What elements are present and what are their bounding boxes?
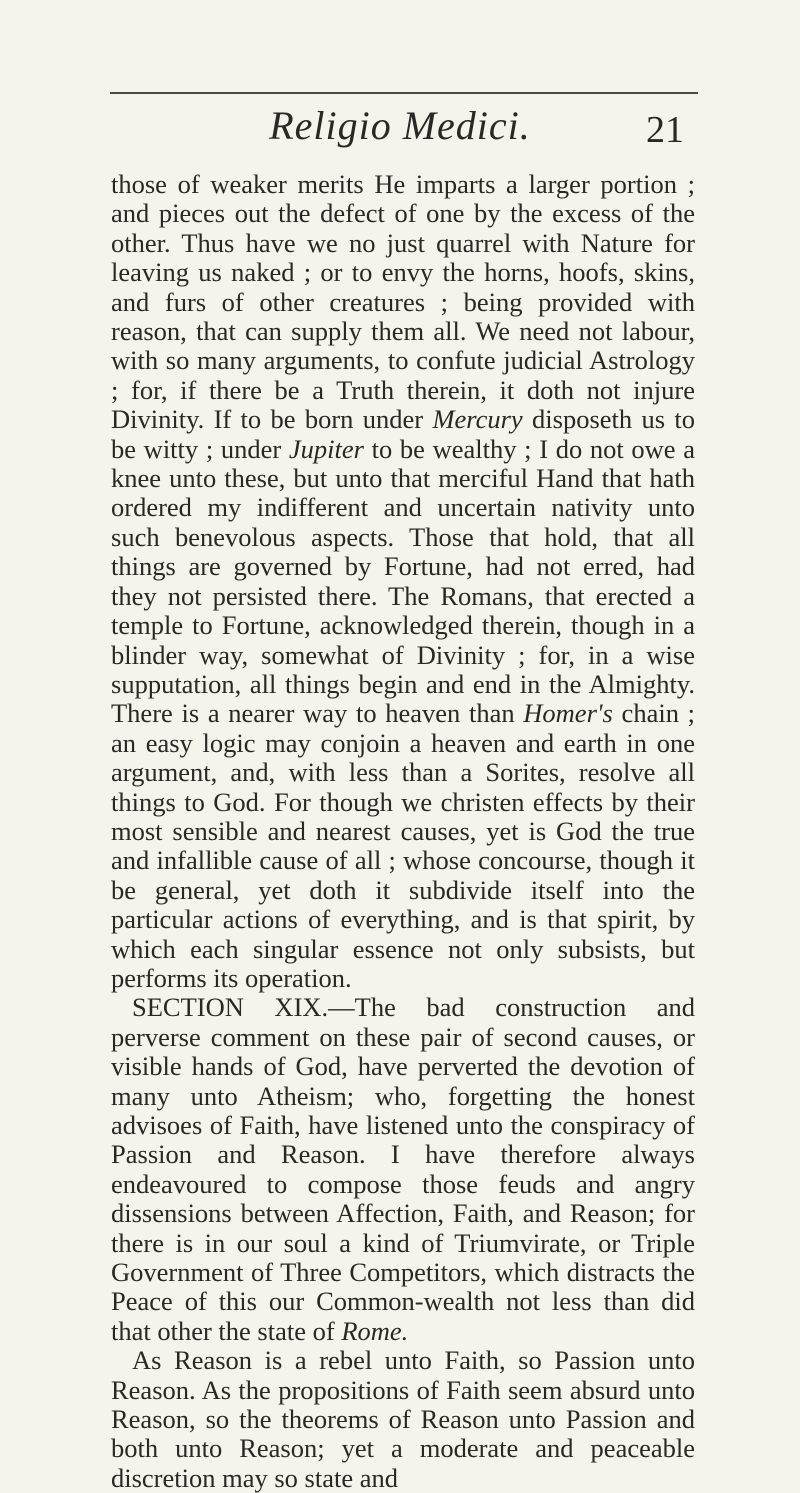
italic-homer: Homer's	[523, 698, 613, 729]
paragraph: SECTION XIX.—The bad construction and perverse comment on these pair of second causes, or visible hands of God, have perverted the devotion of many unto Atheism; who, forgetting the honest advisoes of Faith, have listened unto the conspiracy of Passion and Reason. I have therefore always endeavoured to compose those feuds and angry dissensions between Affection, Faith, and Reason; for there is in our soul a kind of Triumvirate, or Triple Government of Three Competitors, which distracts the Peace of this our Common-wealth not less than did that other the state of Rome.	[111, 992, 695, 1346]
header-rule	[110, 92, 698, 94]
paragraph: As Reason is a rebel unto Faith, so Passion unto Reason. As the propositions of Faith seem absurd unto Reason, so the theorems of Reason unto Passion and both unto Reason; yet a moderate and peaceable discretion may so state and	[111, 1345, 695, 1493]
paragraph: those of weaker merits He imparts a larger portion ; and pieces out the defect of one by the excess of the other. Thus have we no just quarrel with Nature for leaving us naked ; or to envy the horns, hoofs, skins, and furs of other creatures ; being provided with reason, that can supply them all. We need not labour, with so many arguments, to confute judicial Astrology ; for, if there be a Truth therein, it doth not injure Divinity. If to be born under Mercury disposeth us to be witty ; under Jupiter to be wealthy ; I do not owe a knee unto these, but unto that merciful Hand that hath ordered my indifferent and uncertain nativity unto such benevolous aspects. Those that hold, that all things are governed by Fortune, had not erred, had they not persisted there. The Romans, that erected a temple to Fortune, acknowledged therein, though in a blinder way, somewhat of Divinity ; for, in a wise supputation, all things begin and end in the Almighty. There is a nearer way to heaven than Homer's chain ; an easy logic may conjoin a heaven and earth in one argument, and, with less than a Sorites, resolve all things to God. For though we christen effects by their most sensible and nearest causes, yet is God the true and infallible cause of all ; whose concourse, though it be general, yet doth it subdivide itself into the particular actions of everything, and is that spirit, by which each singular essence not only subsists, but performs its operation.	[111, 169, 695, 993]
italic-rome: Rome.	[341, 1315, 409, 1346]
italic-jupiter: Jupiter	[288, 433, 364, 464]
body-text	[111, 170, 695, 1493]
page-number: 21	[646, 109, 684, 151]
italic-mercury: Mercury	[432, 404, 523, 435]
running-title: Religio Medici.	[269, 103, 531, 148]
page-header	[0, 100, 800, 160]
